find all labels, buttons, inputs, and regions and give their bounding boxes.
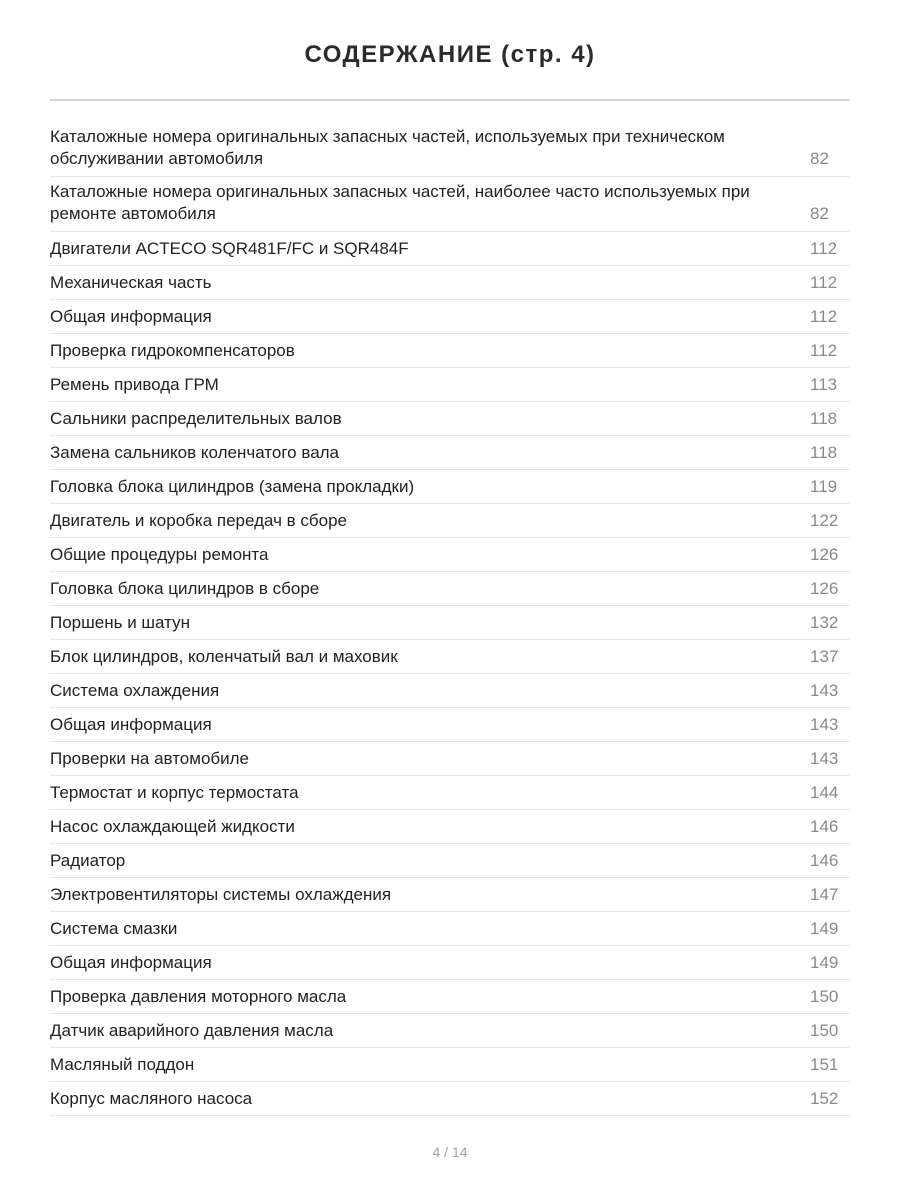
toc-entry-title[interactable]: Ремень привода ГРМ <box>50 374 219 394</box>
toc-entry[interactable] <box>50 776 850 810</box>
toc-entry-title[interactable]: Общая информация <box>50 714 212 734</box>
toc-entry[interactable] <box>50 334 850 368</box>
toc-entry-title[interactable]: Головка блока цилиндров в сборе <box>50 578 320 598</box>
toc-entry[interactable] <box>50 606 850 640</box>
toc-entry[interactable] <box>50 402 850 436</box>
toc-entry-title[interactable]: Электровентиляторы системы охлаждения <box>50 884 392 904</box>
toc-entry-page: 143 <box>810 714 839 734</box>
toc-entry-title[interactable]: Термостат и корпус термостата <box>50 782 299 802</box>
toc-entry-title[interactable]: Датчик аварийного давления масла <box>50 1020 334 1040</box>
toc-entry[interactable] <box>50 878 850 912</box>
toc-entry-page: 132 <box>810 612 839 632</box>
toc-entry[interactable] <box>50 742 850 776</box>
toc-entry-title[interactable]: Каталожные номера оригинальных запасных частей, наиболее часто используемых при ремонте автомобиля <box>50 182 750 223</box>
toc-entry[interactable] <box>50 946 850 980</box>
toc-entry[interactable] <box>50 572 850 606</box>
toc-entry-title[interactable]: Насос охлаждающей жидкости <box>50 816 295 836</box>
toc-entry[interactable] <box>50 470 850 504</box>
toc-entry-title[interactable]: Головка блока цилиндров (замена прокладки) <box>50 476 415 496</box>
toc-entry-page: 82 <box>810 204 829 223</box>
toc-entry-title[interactable]: Двигатель и коробка передач в сборе <box>50 510 348 530</box>
toc-entry-page: 126 <box>810 578 839 598</box>
toc-entry-page: 144 <box>810 782 839 802</box>
toc-entry-page: 112 <box>810 306 838 326</box>
title-divider <box>50 99 850 101</box>
toc-entry-title[interactable]: Проверка давления моторного масла <box>50 986 347 1006</box>
toc-entry-page: 143 <box>810 748 839 768</box>
toc-entry[interactable] <box>50 640 850 674</box>
toc-entry-title[interactable]: Сальники распределительных валов <box>50 408 342 428</box>
toc-entry-page: 149 <box>810 918 839 938</box>
toc-entry[interactable] <box>50 810 850 844</box>
toc-entry[interactable] <box>50 122 850 177</box>
toc-entry-title[interactable]: Общая информация <box>50 952 212 972</box>
toc-entry-page: 149 <box>810 952 839 972</box>
page-number: 4 / 14 <box>432 1144 468 1160</box>
toc-entry-page: 137 <box>810 646 839 666</box>
toc-entry-title[interactable]: Корпус масляного насоса <box>50 1088 253 1108</box>
table-of-contents <box>50 122 850 1116</box>
toc-entry-title[interactable]: Каталожные номера оригинальных запасных частей, используемых при техническом обслуживании автомобиля <box>50 127 725 168</box>
toc-entry-page: 143 <box>810 680 839 700</box>
toc-entry-page: 119 <box>810 476 838 496</box>
toc-entry-title[interactable]: Система смазки <box>50 918 178 938</box>
toc-entry-title[interactable]: Система охлаждения <box>50 680 220 700</box>
toc-entry-page: 113 <box>810 374 838 394</box>
toc-entry[interactable] <box>50 674 850 708</box>
toc-entry[interactable] <box>50 266 850 300</box>
toc-entry[interactable] <box>50 708 850 742</box>
toc-entry-page: 151 <box>810 1054 839 1074</box>
toc-entry-title[interactable]: Поршень и шатун <box>50 612 190 632</box>
toc-entry-page: 82 <box>810 149 829 168</box>
toc-entry[interactable] <box>50 177 850 232</box>
toc-entry[interactable] <box>50 538 850 572</box>
toc-entry-page: 112 <box>810 238 838 258</box>
toc-entry-page: 146 <box>810 850 839 870</box>
toc-entry-title[interactable]: Замена сальников коленчатого вала <box>50 442 340 462</box>
page-title: СОДЕРЖАНИЕ (стр. 4) <box>304 41 596 68</box>
toc-entry-title[interactable]: Радиатор <box>50 850 126 870</box>
toc-entry-title[interactable]: Блок цилиндров, коленчатый вал и маховик <box>50 646 398 666</box>
toc-entry-title[interactable]: Проверка гидрокомпенсаторов <box>50 340 295 360</box>
toc-entry-title[interactable]: Двигатели ACTECO SQR481F/FC и SQR484F <box>50 238 409 258</box>
toc-entry[interactable] <box>50 504 850 538</box>
toc-entry-page: 118 <box>810 442 838 462</box>
toc-entry-page: 146 <box>810 816 839 836</box>
toc-entry-title[interactable]: Общие процедуры ремонта <box>50 544 269 564</box>
toc-entry[interactable] <box>50 300 850 334</box>
toc-entry-title[interactable]: Общая информация <box>50 306 212 326</box>
toc-entry-page: 150 <box>810 1020 839 1040</box>
toc-entry[interactable] <box>50 912 850 946</box>
toc-entry[interactable] <box>50 1048 850 1082</box>
toc-entry-page: 150 <box>810 986 839 1006</box>
toc-entry[interactable] <box>50 232 850 266</box>
toc-entry[interactable] <box>50 368 850 402</box>
toc-entry-title[interactable]: Проверки на автомобиле <box>50 748 250 768</box>
toc-entry[interactable] <box>50 980 850 1014</box>
toc-entry-page: 122 <box>810 510 839 530</box>
toc-entry[interactable] <box>50 844 850 878</box>
toc-entry-page: 126 <box>810 544 839 564</box>
toc-entry-page: 118 <box>810 408 838 428</box>
toc-entry-title[interactable]: Масляный поддон <box>50 1054 195 1074</box>
toc-entry-page: 112 <box>810 272 838 292</box>
toc-entry[interactable] <box>50 436 850 470</box>
toc-entry-title[interactable]: Механическая часть <box>50 272 212 292</box>
toc-entry-page: 152 <box>810 1088 839 1108</box>
toc-entry-page: 147 <box>810 884 839 904</box>
toc-entry-page: 112 <box>810 340 838 360</box>
toc-entry[interactable] <box>50 1014 850 1048</box>
toc-entry[interactable] <box>50 1082 850 1116</box>
